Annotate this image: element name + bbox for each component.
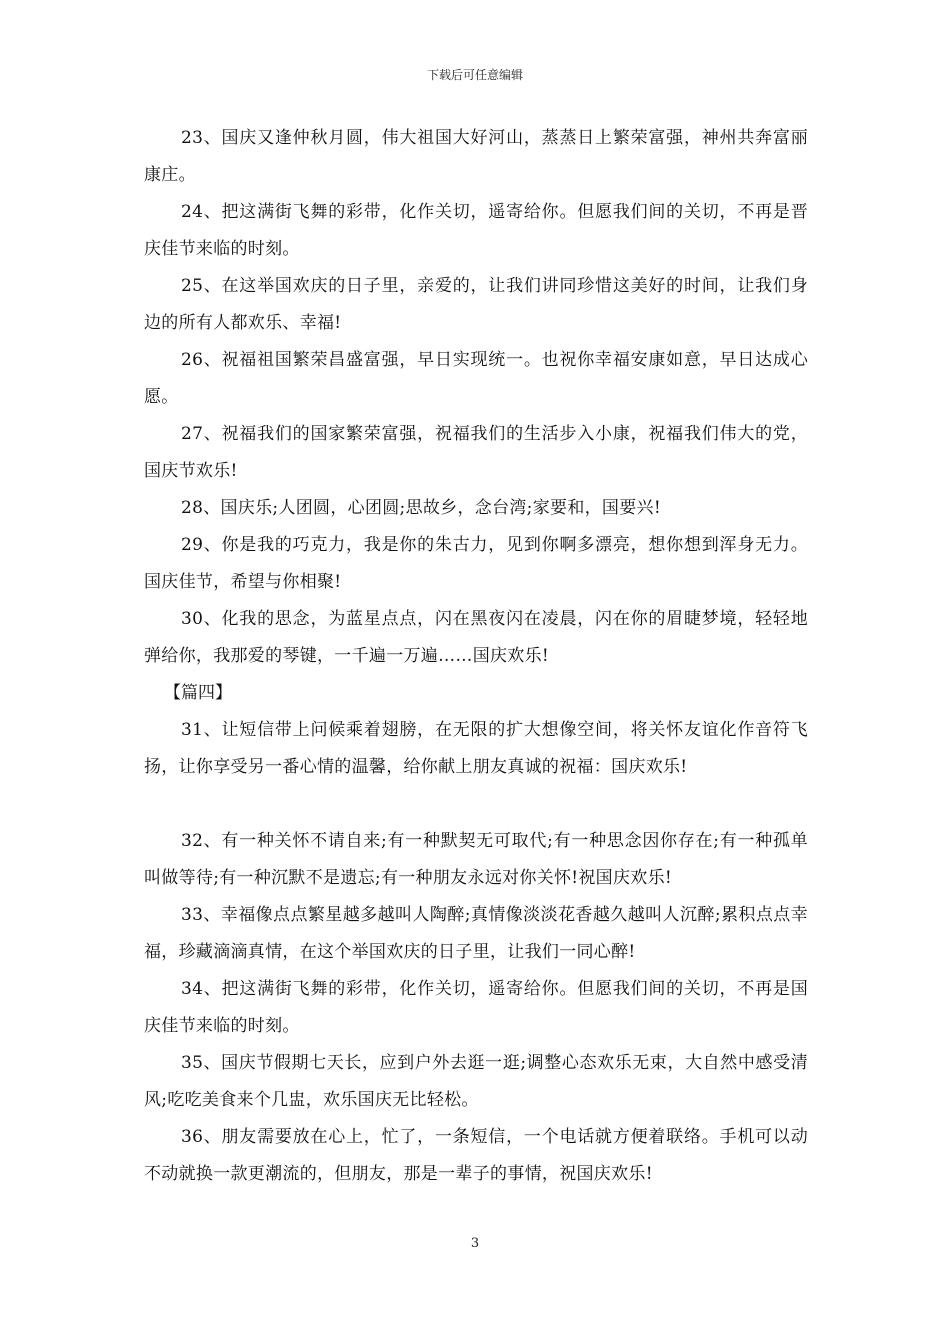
paragraph-31: 31、让短信带上问候乘着翅膀，在无限的扩大想像空间，将关怀友谊化作音符飞扬，让你享受另一番心情的温馨，给你献上朋友真诚的祝福：国庆欢乐! <box>144 720 808 777</box>
paragraph-28: 28、国庆乐;人团圆，心团圆;思故乡，念台湾;家要和，国要兴! <box>181 498 661 518</box>
paragraph-25: 25、在这举国欢庆的日子里，亲爱的，让我们讲同珍惜这美好的时间，让我们身边的所有人都欢乐、幸福! <box>144 276 808 333</box>
paragraph-24: 24、把这满街飞舞的彩带，化作关切，遥寄给你。但愿我们间的关切，不再是晋庆佳节来临的时刻。 <box>144 202 808 259</box>
page-number: 3 <box>470 1236 480 1251</box>
page-header: 下载后可任意编辑 <box>426 68 523 82</box>
paragraph-30: 30、化我的思念，为蓝星点点，闪在黑夜闪在凌晨，闪在你的眉睫梦境，轻轻地弹给你，我那爱的琴键，一千遍一万遍……国庆欢乐! <box>144 609 808 666</box>
paragraph-29: 29、你是我的巧克力，我是你的朱古力，见到你啊多漂亮，想你想到浑身无力。国庆佳节，希望与你相聚! <box>144 535 808 592</box>
paragraph-34: 34、把这满街飞舞的彩带，化作关切，遥寄给你。但愿我们间的关切，不再是国庆佳节来临的时刻。 <box>144 979 808 1036</box>
paragraph-27: 27、祝福我们的国家繁荣富强，祝福我们的生活步入小康，祝福我们伟大的党，国庆节欢乐! <box>144 424 808 481</box>
paragraph-36: 36、朋友需要放在心上，忙了，一条短信，一个电话就方便着联络。手机可以动不动就换一款更潮流的，但朋友，那是一辈子的事情，祝国庆欢乐! <box>144 1127 808 1184</box>
paragraph-23: 23、国庆又逢仲秋月圆，伟大祖国大好河山，蒸蒸日上繁荣富强，神州共奔富丽康庄。 <box>144 128 808 185</box>
blank-line <box>144 786 808 823</box>
paragraph-26: 26、祝福祖国繁荣昌盛富强，早日实现统一。也祝你幸福安康如意，早日达成心愿。 <box>144 350 808 407</box>
paragraph-35: 35、国庆节假期七天长，应到户外去逛一逛;调整心态欢乐无束，大自然中感受清风;吃吃美食来个几盅，欢乐国庆无比轻松。 <box>144 1053 808 1110</box>
section-heading: 【篇四】 <box>164 683 232 703</box>
document-body <box>144 120 808 1193</box>
paragraph-32: 32、有一种关怀不请自来;有一种默契无可取代;有一种思念因你存在;有一种孤单叫做等待;有一种沉默不是遗忘;有一种朋友永远对你关怀!祝国庆欢乐! <box>144 831 808 888</box>
paragraph-33: 33、幸福像点点繁星越多越叫人陶醉;真情像淡淡花香越久越叫人沉醉;累积点点幸福，珍藏滴滴真情，在这个举国欢庆的日子里，让我们一同心醉! <box>144 905 808 962</box>
